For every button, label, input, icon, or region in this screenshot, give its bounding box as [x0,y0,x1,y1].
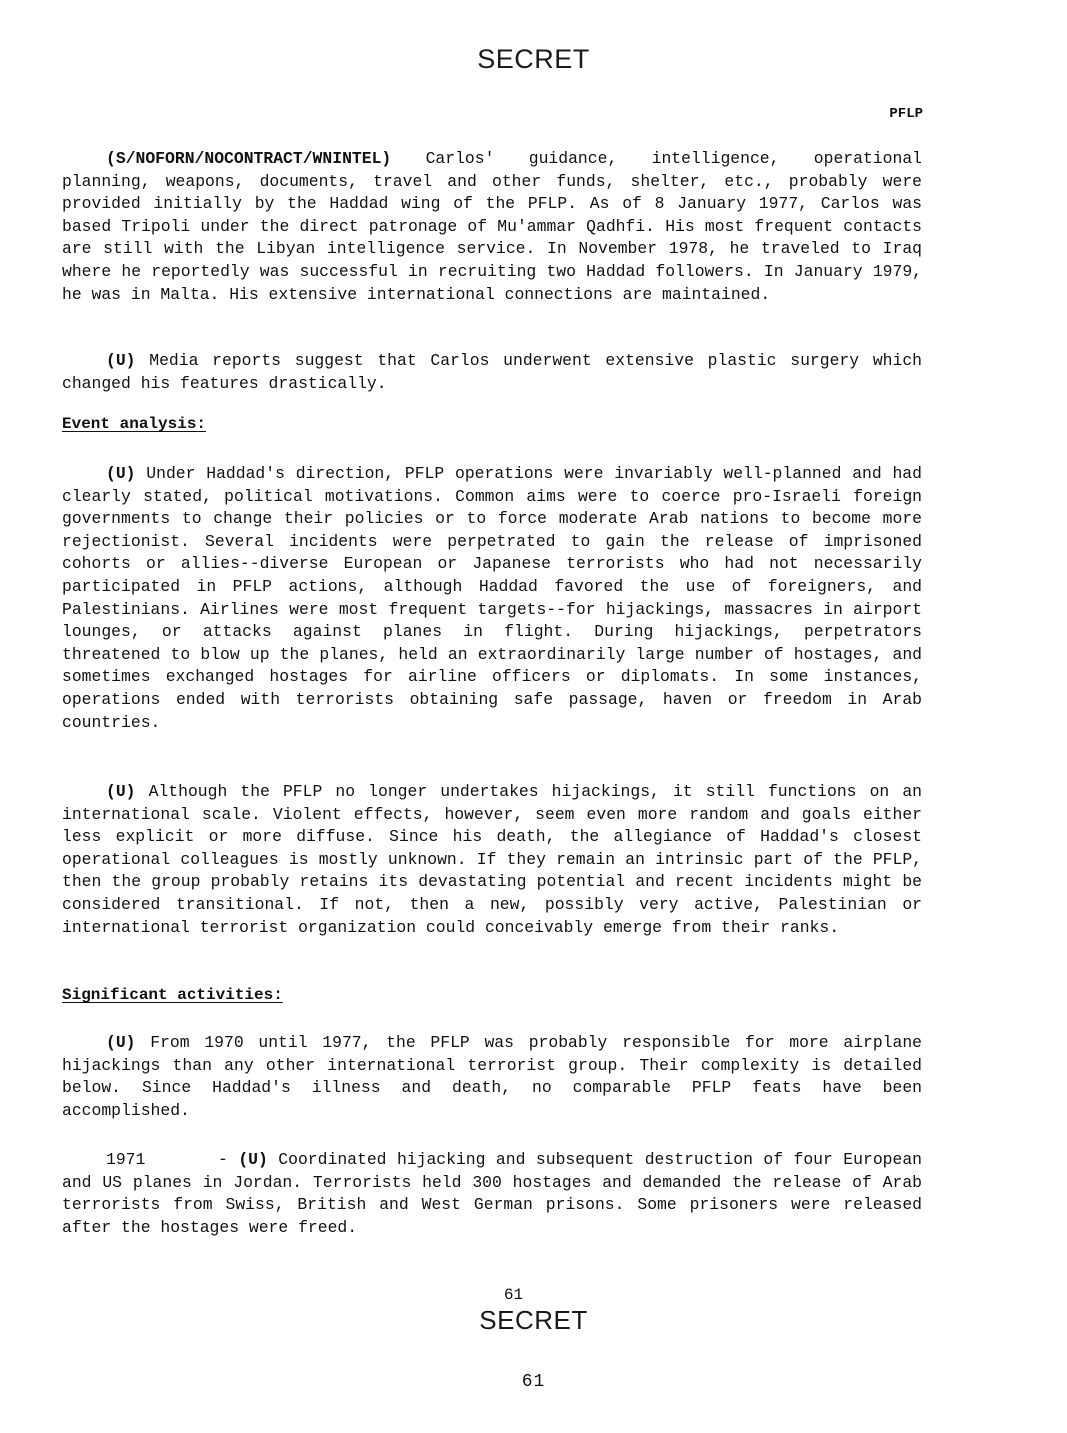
top-classification-marking: SECRET [477,44,590,74]
page-number: 61 [503,1286,524,1304]
paragraph-text: Carlos' guidance, intelligence, operational planning, weapons, documents, travel and other funds, shelter, etc., probably were provided initially by the Haddad wing of the PFLP. As of 8 January 1977, Carlos was based Tripoli under the direct patronage of Mu'ammar Qadhfi. His most frequent contacts are still with the Libyan intelligence service. In November 1978, he traveled to Iraq where he reportedly was successful in recruiting two Haddad followers. In January 1979, he was in Malta. His extensive international connections are maintained. [62,149,922,304]
paragraph-text: Media reports suggest that Carlos underwent extensive plastic surgery which changed his features drastically. [62,351,922,393]
heading-event-analysis: Event analysis: [62,415,207,433]
section-tag: PFLP [889,106,923,122]
paragraph-international-scale [62,781,922,939]
paragraph-hijacking-summary [62,1032,922,1122]
classification-marker: (U) [106,1033,136,1052]
heading-significant-activities: Significant activities: [62,986,283,1004]
paragraph-haddad-direction [62,463,922,734]
paragraph-text: Under Haddad's direction, PFLP operations were invariably well-planned and had clearly stated, political motivations. Common aims were to coerce pro-Israeli foreign governments to change their policies or to force moderate Arab nations to become more rejectionist. Several incidents were perpetrated to gain the release of imprisoned cohorts or allies--diverse European or Japanese terrorists who had not necessarily participated in PFLP actions, although Haddad favored the use of foreigners, and Palestinians. Airlines were most frequent targets--for hijackings, massacres in airport lounges, or attacks against planes in flight. During hijackings, perpetrators threatened to blow up the planes, held an extraordinarily large number of hostages, and sometimes exchanged hostages for airline officers or diplomats. In some instances, operations ended with terrorists obtaining safe passage, haven or freedom in Arab countries. [62,464,922,732]
bottom-classification-marking: SECRET [479,1305,588,1335]
classification-marker: (U) [106,351,136,370]
classification-marker: (U) [238,1150,268,1169]
classification-marker: (U) [106,782,136,801]
paragraph-text: Although the PFLP no longer undertakes hijackings, it still functions on an international scale. Violent effects, however, seem even more random and goals either less explicit or more diffuse. Since his death, the allegiance of Haddad's closest operational colleagues is mostly unknown. If they remain an intrinsic part of the PFLP, then the group probably retains its devastating potential and recent incidents might be considered transitional. If not, then a new, possibly very active, Palestinian or international terrorist organization could conceivably emerge from their ranks. [62,782,923,937]
classification-marker: (U) [106,464,136,483]
activity-dash: - [218,1150,228,1169]
activity-year: 1971 [106,1150,146,1169]
classification-marker: (S/NOFORN/NOCONTRACT/WNINTEL) [106,149,392,168]
paragraph-carlos-support [62,148,922,306]
paragraph-plastic-surgery [62,350,922,395]
activity-text: Coordinated hijacking and subsequent destruction of four European and US planes in Jordan. Terrorists held 300 hostages and demanded the release of Arab terrorists from Swiss, British and West German prisons. Some prisoners were released after the hostages were freed. [62,1150,922,1237]
scan-page-number: 61 [521,1372,546,1392]
activity-entry-1971 [62,1149,922,1239]
paragraph-text: From 1970 until 1977, the PFLP was probably responsible for more airplane hijackings than any other international terrorist group. Their complexity is detailed below. Since Haddad's illness and death, no comparable PFLP feats have been accomplished. [62,1033,923,1120]
